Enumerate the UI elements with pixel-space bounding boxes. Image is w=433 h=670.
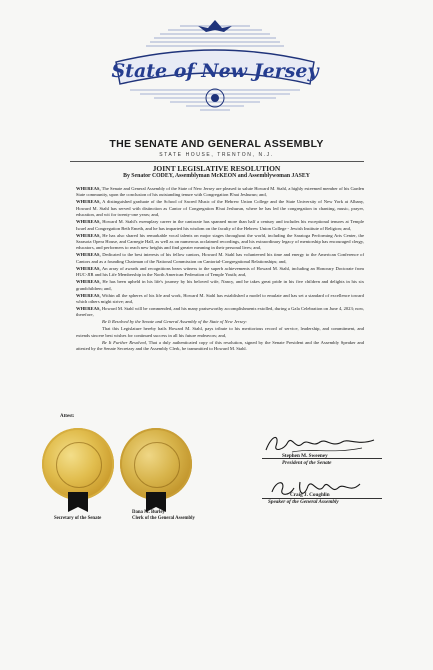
whereas-paragraph: WHEREAS, Dedicated to the best interests of his fellow cantors, Howard M. Stahl has volunteered his time and energy to the American Conference of Cantors and as a founding Chairman of the National Commission on Cantorial-Congregational Relationships; and, [76,252,364,264]
assembly-speaker-name: Craig J. Coughlin [290,492,330,498]
assembly-clerk-title: Clerk of the General Assembly [132,516,195,521]
senate-president-name: Stephen M. Sweeney [282,453,328,459]
whereas-paragraph: WHEREAS, The Senate and General Assembly of the State of New Jersey are pleased to salute Howard M. Stahl, a highly esteemed member of his Garden State community, upon the conclusion of his outstanding tenure with Congregation B'nai Jeshurun; and, [76,186,364,198]
senate-seal-ribbon-icon [68,492,88,512]
whereas-paragraph: WHEREAS, Howard M. Stahl will be commended, and his many praiseworthy accomplishments extolled, during a Gala Celebration on June 4, 2023; now, therefore, [76,306,364,318]
attest-label: Attest: [60,414,75,419]
resolution-body [76,186,364,353]
whereas-paragraph: WHEREAS, He has also shared his remarkable vocal talents on major stages throughout the world, including the Saratoga Performing Arts Center, the Sarasota Opera House, and Carnegie Hall, as well as on numerous acclaimed recordings, and his extraordinary legacy of mentorship has encouraged clergy, educators, and performers to reach new heights and find greater meaning in their personal lives; and, [76,232,364,251]
whereas-paragraph: WHEREAS, A distinguished graduate of the School of Sacred Music of the Hebrew Union College and the State University of New York at Albany, Howard M. Stahl has served with distinction as Cantor of Congregation B'nai Jeshurun, where he has led the congregation in chanting, music, prayer, education, and wit for twenty-one years; and, [76,199,364,218]
further-resolved-clause: Be It Further Resolved, That a duly authenticated copy of this resolution, signed by the Senate President and the Assembly Speaker and attested by the Senate Secretary and the Assembly Clerk, be transmitted to Howard M. Stahl. [76,339,364,352]
banner-text: State of New Jersey [111,60,319,82]
assembly-speaker-title: Speaker of the General Assembly [268,499,339,505]
assembly-gold-seal-icon [120,428,192,500]
resolution-title: JOINT LEGISLATIVE RESOLUTION [152,164,281,173]
senate-gold-seal-icon [42,428,114,500]
state-of-new-jersey-banner-logo [110,18,320,116]
resolved-body: That this Legislature hereby hails Howard M. Stahl, pays tribute to his meritorious record of service, leadership, and commitment, and extends sincere best wishes for continued success in all his future endeavors; and, [76,326,364,338]
location-subheading: STATE HOUSE, TRENTON, N.J. [159,152,274,158]
senate-president-title: President of the Senate [282,460,332,466]
whereas-paragraph: WHEREAS, Howard M. Stahl's exemplary career in the cantorate has spanned more than half a century and includes his exceptional tenures at Temple Israel and Congregation Beth Emeth, and he has imparted his wisdom on the faculty of the Hebrew Union College - Jewish Institute of Religion; and, [76,219,364,231]
resolved-clause: Be It Resolved by the Senate and General Assembly of the State of New Jersey: [102,319,248,325]
whereas-paragraph: WHEREAS, Within all the spheres of his life and work, Howard M. Stahl has established a model to emulate and has set a standard of excellence toward which others might strive; and, [76,292,364,305]
assembly-seal-ribbon-icon [146,492,166,512]
whereas-paragraph: WHEREAS, An array of awards and recognitions bears witness to the superb achievements of Howard M. Stahl, including an Honorary Doctorate from HUC-JIR and his Life Membership in the North American Federation of Temple Youth; and, [76,265,364,278]
header-divider [70,161,364,162]
banner-emblem-icon [110,18,320,116]
whereas-paragraph: WHEREAS, He has been upheld in his life's journey by his beloved wife, Nancy, and he takes great pride in his five children and delights in his six grandchildren; and, [76,279,364,291]
assembly-clerk-name: Dana M. Burley [132,510,165,515]
senate-secretary-title: Secretary of the Senate [54,516,102,521]
resolution-sponsors: By Senator CODEY, Assemblyman McKEON and Assemblywoman JASEY [123,173,310,179]
chamber-heading: THE SENATE AND GENERAL ASSEMBLY [109,138,324,150]
